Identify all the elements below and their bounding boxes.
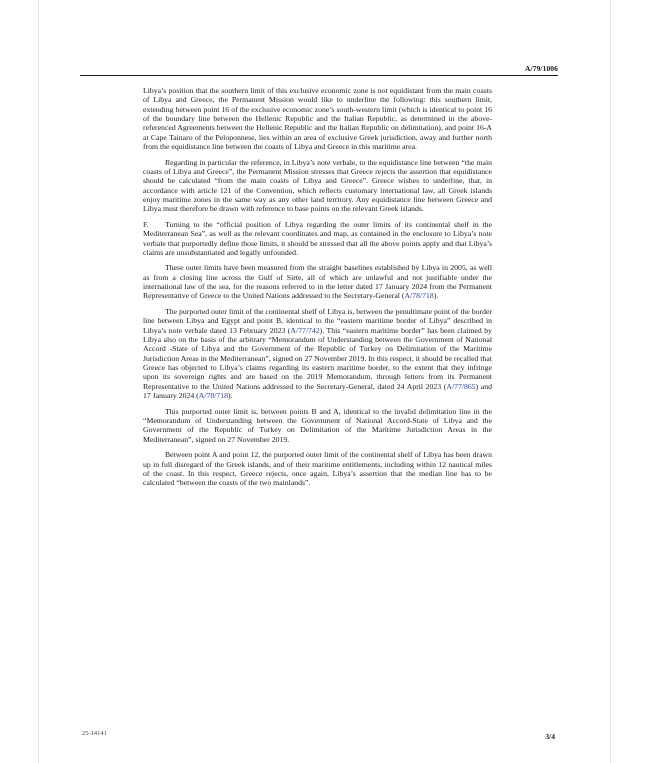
section-label: F. [143, 219, 149, 229]
page-right-edge [610, 0, 611, 763]
paragraph-4 [143, 263, 492, 300]
job-number: 25-14141 [82, 730, 107, 737]
document-body [143, 86, 492, 494]
document-symbol: A/79/1006 [525, 64, 558, 73]
document-reference-link[interactable]: A/78/718 [198, 391, 229, 401]
header-rule [80, 75, 558, 76]
paragraph-5-text-d: ). [228, 391, 233, 401]
page-left-edge [38, 0, 39, 763]
paragraph-2: Regarding in particular the reference, in Libya’s note verbale, to the equidistance line between “the main coasts of Libya and Greece”, the Permanent Mission stresses that Greece rejects the assertion that equidistance should be calculated “from the main coasts of Libya and Greece”. Greece wishes to underline, that, in accordance with article 121 of the Convention, which reflects customary international law, all Greek islands enjoy maritime zones in the same way as any other land territory. Any equidistance line between Greece and Libya must therefore be drawn with reference to base points on the relevant Greek islands. [143, 157, 492, 214]
paragraph-3-text: Turning to the “official position of Libya regarding the outer limits of its continental shelf in the Mediterranean Sea”, as well as the relevant coordinates and map, as contained in the enclosure to Libya’s note verbale that purportedly define those limits, it should be stressed that all the above points apply and that Libya’s claims are unsubstantiated and legally unfounded. [143, 219, 492, 257]
paragraph-section-f [143, 220, 492, 257]
paragraph-5-text-c: ) and 17 January 2024 ( [143, 381, 492, 401]
paragraph-4-text: These outer limits have been measured from the straight baselines established by Libya in 2005, as well as from a closing line across the Gulf of Sirte, all of which are unlawful and not justifiable under the international law of the sea, for the reasons referred to in the letter dated 17 January 2024 from the Permanent Representative of Greece to the United Nations addressed to the Secretary-General ( [143, 263, 492, 301]
document-reference-link[interactable]: A/77/742 [290, 325, 320, 335]
paragraph-6: This purported outer limit is, between points B and A, identical to the invalid delimitation line in the “Memorandum of Understanding between the Government of National Accord-State of Libya and the Government of the Republic of Turkey on Delimitation of the Maritime Jurisdiction Areas in the Mediterranean”, signed on 27 November 2019. [143, 406, 492, 444]
paragraph-7: Between point A and point 12, the purported outer limit of the continental shelf of Libya has been drawn up in full disregard of the Greek islands, and of their maritime entitlements, including within 12 nautical miles of the coast. In this respect, Greece rejects, once again, Libya’s assertion that the median line has to be calculated “between the coasts of the two mainlands”. [143, 450, 492, 488]
paragraph-4-end: ). [433, 291, 439, 301]
paragraph-5-text-b: ). This “eastern maritime border” has been claimed by Libya also on the basis of the arbitrary “Memorandum of Understanding between the Government of National Accord -State of Libya and the Government of the Republic of Turkey on Delimitation of the Maritime Jurisdiction Areas in the Mediterranean”, signed on 27 November 2019. In this respect, it should be recalled that Greece has objected to Libya’s claims regarding its eastern maritime border, to the extent that they infringe upon its sovereign rights and are based on the 2019 Memorandum, through letters from its Permanent Representative to the United Nations addressed to the Secretary-General, dated 24 April 2023 ( [143, 325, 492, 391]
paragraph-1: Libya’s position that the southern limit of this exclusive economic zone is not equidistant from the main coasts of Libya and Greece, the Permanent Mission would like to underline the following: this southern limit, extending between point 16 of the exclusive economic zone’s south-western limit (which is identical to point 16 of the boundary line between the Hellenic Republic and the Italian Republic, as determined in the above-referenced Agreements between the Hellenic Republic and the Italian Republic on delimitation), and point 16-A at Cape Tainaro of the Peloponnese, lies within an area of exclusive Greek jurisdiction, away and further north from the equidistance line between the coasts of Libya and Greece in this maritime area. [143, 86, 492, 152]
paragraph-5 [143, 307, 492, 400]
document-reference-link[interactable]: A/77/865 [446, 381, 476, 391]
paragraph-5-text-a: The purported outer limit of the continental shelf of Libya is, between the penultimate point of the border line between Libya and Egypt and point B, identical to the “eastern maritime border of Libya” described in Libya’s note verbale dated 13 February 2023 ( [143, 306, 492, 335]
document-reference-link[interactable]: A/78/718 [404, 291, 434, 301]
page-number: 3/4 [545, 732, 555, 741]
